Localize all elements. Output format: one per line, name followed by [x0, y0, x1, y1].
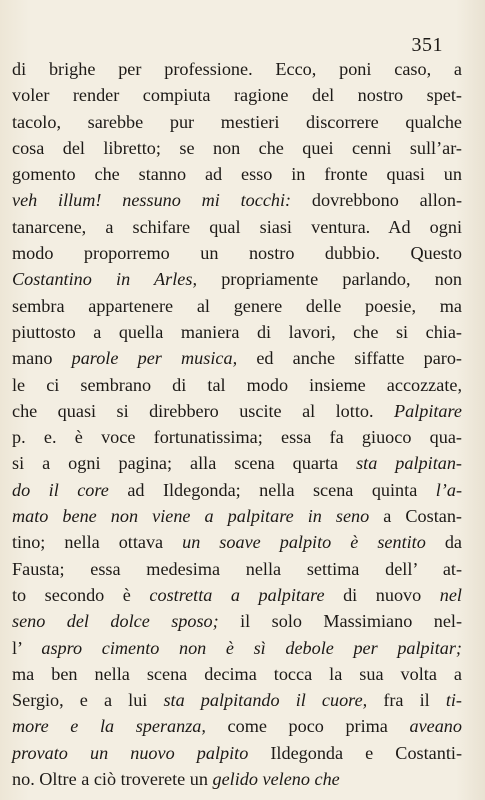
- text-segment: Sergio, e a lui: [12, 690, 164, 711]
- text-line: [12, 109, 462, 135]
- italic-text: sta palpitan-: [356, 453, 462, 474]
- text-line: [12, 582, 462, 608]
- text-segment: fra il: [367, 690, 446, 711]
- text-segment: tino; nella ottava: [12, 532, 183, 553]
- text-segment: di nuovo: [324, 584, 440, 605]
- italic-text: sta palpitando il cuore,: [163, 690, 368, 711]
- text-segment: propriamente parlando, non: [197, 269, 463, 290]
- text-segment: Ildegonda e Costanti-: [248, 742, 462, 763]
- italic-text: parole per musica,: [71, 348, 238, 369]
- text-segment: l’: [12, 637, 42, 658]
- text-segment: mano: [12, 348, 72, 369]
- italic-text: aveano: [409, 716, 462, 737]
- text-line: [12, 161, 462, 187]
- text-line: [12, 503, 462, 529]
- italic-text: nel: [439, 584, 462, 605]
- italic-text: gelido veleno che: [212, 769, 340, 790]
- text-line: [12, 135, 462, 161]
- italic-text: more e la speranza,: [12, 716, 206, 737]
- text-line: [12, 56, 462, 82]
- page-number: 351: [411, 34, 443, 56]
- text-line: [12, 713, 462, 739]
- italic-text: veh illum! nessuno mi tocchi:: [12, 190, 292, 211]
- text-segment: to secondo è: [12, 584, 150, 605]
- italic-text: aspro cimento non è sì debole per palpitar;: [41, 637, 462, 658]
- text-line: [12, 266, 462, 292]
- text-segment: ed anche siffatte paro-: [237, 348, 462, 369]
- text-line: [12, 319, 462, 345]
- text-line: [12, 661, 462, 687]
- text-line: [12, 635, 462, 661]
- text-segment: p. e. è voce fortunatissima; essa fa giuoco qua-: [12, 427, 462, 448]
- text-line: [12, 345, 462, 371]
- text-segment: no. Oltre a ciò troverete un: [12, 769, 213, 790]
- text-segment: tacolo, sarebbe pur mestieri discorrere qualche: [12, 111, 462, 132]
- italic-text: Costantino in Arles,: [12, 269, 197, 290]
- text-segment: gomento che stanno ad esso in fronte quasi un: [12, 164, 462, 185]
- text-line: [12, 529, 462, 555]
- text-segment: sembra appartenere al genere delle poesie, ma: [12, 295, 462, 316]
- text-segment: ma ben nella scena decima tocca la sua volta a: [12, 663, 462, 684]
- text-line: [12, 187, 462, 213]
- text-line: [12, 556, 462, 582]
- italic-text: costretta a palpitare: [149, 584, 325, 605]
- text-segment: che quasi si direbbero uscite al lotto.: [12, 400, 394, 421]
- text-segment: si a ogni pagina; alla scena quarta: [12, 453, 357, 474]
- italic-text: un soave palpito è sentito: [182, 532, 426, 553]
- text-line: [12, 398, 462, 424]
- italic-text: do il core: [12, 479, 109, 500]
- text-line: [12, 82, 462, 108]
- text-line: [12, 372, 462, 398]
- text-segment: tanarcene, a schifare qual siasi ventura. Ad ogni: [12, 216, 462, 237]
- text-segment: ad Ildegonda; nella scena quinta: [108, 479, 436, 500]
- text-segment: da: [425, 532, 462, 553]
- text-segment: come poco prima: [205, 716, 410, 737]
- body-text: [12, 56, 462, 792]
- text-line: [12, 477, 462, 503]
- text-line: [12, 240, 462, 266]
- italic-text: l’a-: [435, 479, 463, 500]
- text-segment: Fausta; essa medesima nella settima dell’ at-: [12, 558, 462, 579]
- text-segment: dovrebbono allon-: [291, 190, 462, 211]
- italic-text: seno del dolce sposo;: [12, 611, 219, 632]
- italic-text: ti-: [445, 690, 462, 711]
- text-segment: voler render compiuta ragione del nostro spet-: [12, 85, 462, 106]
- text-segment: a Costan-: [369, 506, 462, 527]
- text-segment: le ci sembrano di tal modo insieme accozzate,: [12, 374, 462, 395]
- text-line: [12, 608, 462, 634]
- italic-text: Palpitare: [393, 400, 462, 421]
- text-segment: modo proporremo un nostro dubbio. Questo: [12, 243, 462, 264]
- text-line: [12, 740, 462, 766]
- text-line: [12, 766, 462, 792]
- text-segment: di brighe per professione. Ecco, poni caso, a: [12, 59, 462, 79]
- text-segment: il solo Massimiano nel-: [218, 611, 462, 632]
- text-segment: cosa del libretto; se non che quei cenni sull’ar-: [12, 137, 462, 158]
- italic-text: mato bene non viene a palpitare in seno: [12, 506, 370, 527]
- text-segment: piuttosto a quella maniera di lavori, che si chia-: [12, 321, 462, 342]
- text-line: [12, 293, 462, 319]
- text-line: [12, 424, 462, 450]
- text-line: [12, 450, 462, 476]
- italic-text: provato un nuovo palpito: [12, 742, 249, 763]
- text-line: [12, 214, 462, 240]
- text-line: [12, 687, 462, 713]
